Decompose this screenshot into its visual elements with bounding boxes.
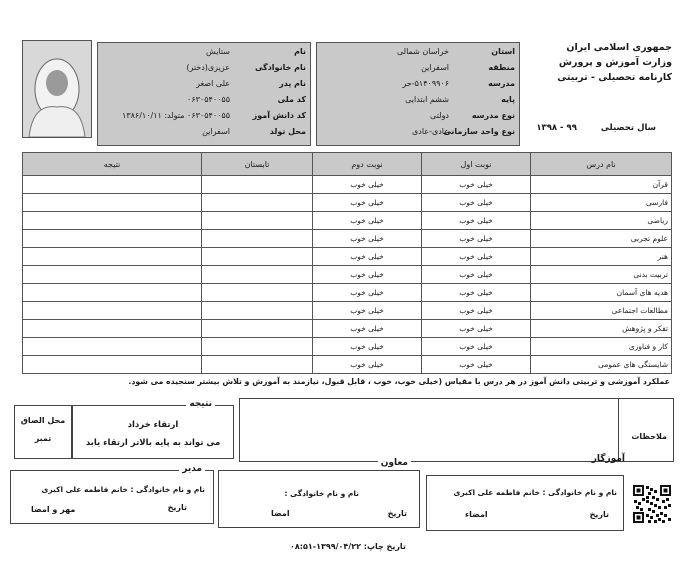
remarks-label: ملاحظات — [631, 432, 667, 441]
student-info-label: کد ملی — [277, 95, 306, 104]
result-cell — [23, 194, 202, 212]
deputy-name: نام و نام خانوادگی : — [284, 489, 359, 498]
school-info-value: اسفراین — [421, 63, 449, 72]
evaluation-note: عملکرد آموزشی و تربیتی دانش آموز در هر درس با مقیاس (خیلی خوب، خوب ، قابل قبول، نیازمند به آموزش و تلاش بیشتر سنجیده می شود. — [128, 377, 670, 386]
stamp-line-1: محل الصاق — [20, 416, 66, 425]
qr-code-icon — [632, 484, 672, 524]
col-summer: تابستان — [202, 153, 313, 176]
term1-cell: خیلی خوب — [422, 176, 531, 194]
school-info-label: استان — [491, 47, 515, 56]
summer-cell — [202, 266, 313, 284]
school-info-label: پایه — [501, 95, 515, 104]
teacher-name: نام و نام خانوادگی : خانم فاطمه علی اکبری — [453, 488, 617, 497]
grade-row — [23, 338, 672, 356]
school-info-box — [316, 42, 520, 146]
term1-cell: خیلی خوب — [422, 248, 531, 266]
teacher-date: تاریخ — [589, 510, 609, 519]
result-box — [72, 399, 234, 459]
grade-row — [23, 302, 672, 320]
term2-cell: خیلی خوب — [313, 248, 422, 266]
remarks-box — [239, 398, 674, 462]
header-line-3: کارنامه تحصیلی - تربیتی — [557, 72, 672, 83]
grade-row — [23, 176, 672, 194]
deputy-box — [218, 458, 420, 528]
result-cell — [23, 338, 202, 356]
school-info-value: دولتی — [430, 111, 449, 120]
summer-cell — [202, 320, 313, 338]
result-cell — [23, 212, 202, 230]
header-line-1: جمهوری اسلامی ایران — [566, 42, 672, 53]
school-info-label: نوع مدرسه — [471, 111, 515, 120]
student-info-value: علی اصغر — [196, 79, 230, 88]
student-info-label: محل تولد — [269, 127, 306, 136]
col-subject: نام درس — [531, 153, 672, 176]
principal-sign: مهر و امضا — [31, 505, 76, 514]
school-info-value: خراسان شمالی — [396, 47, 449, 56]
subject-cell: تفکر و پژوهش — [531, 320, 672, 338]
summer-cell — [202, 248, 313, 266]
subject-cell: قرآن — [531, 176, 672, 194]
school-info-label: منطقه — [488, 63, 515, 72]
student-photo — [22, 40, 92, 138]
stamp-box — [14, 405, 72, 459]
grade-row — [23, 194, 672, 212]
subject-cell: کار و فناوری — [531, 338, 672, 356]
teacher-title: آموزگار — [591, 454, 625, 464]
student-info-value: ۰۶۳۰۵۴۰۰۵۵ متولد: ۱۳۸۶/۱۰/۱۱ — [122, 111, 230, 120]
term2-cell: خیلی خوب — [313, 338, 422, 356]
term1-cell: خیلی خوب — [422, 194, 531, 212]
principal-box — [10, 464, 214, 524]
grade-row — [23, 230, 672, 248]
grade-row — [23, 248, 672, 266]
term1-cell: خیلی خوب — [422, 356, 531, 374]
school-info-value: ششم ابتدایی — [405, 95, 449, 104]
result-cell — [23, 248, 202, 266]
grades-header-row — [23, 153, 672, 176]
summer-cell — [202, 338, 313, 356]
summer-cell — [202, 176, 313, 194]
term1-cell: خیلی خوب — [422, 266, 531, 284]
grade-row — [23, 212, 672, 230]
deputy-title: معاون — [378, 458, 411, 468]
teacher-sign: امضاء — [465, 510, 488, 519]
result-cell — [23, 356, 202, 374]
student-info-box — [97, 42, 311, 146]
result-cell — [23, 176, 202, 194]
student-info-label: کد دانش آموز — [252, 111, 306, 120]
grade-row — [23, 320, 672, 338]
school-info-value: ۵۱۴۰۹۹۰۶-حر — [402, 79, 449, 88]
student-photo-icon — [23, 41, 91, 137]
result-cell — [23, 230, 202, 248]
school-info-label: مدرسه — [488, 79, 515, 88]
col-result: نتیجه — [23, 153, 202, 176]
col-term2: نوبت دوم — [313, 153, 422, 176]
term1-cell: خیلی خوب — [422, 284, 531, 302]
academic-year — [516, 123, 656, 133]
year-label: سال تحصیلی — [600, 123, 656, 133]
grade-row — [23, 284, 672, 302]
subject-cell: هدیه های آسمان — [531, 284, 672, 302]
summer-cell — [202, 356, 313, 374]
summer-cell — [202, 230, 313, 248]
student-info-label: نام — [294, 47, 306, 56]
result-cell — [23, 302, 202, 320]
school-info-value: عادی-عادی — [412, 127, 449, 136]
summer-cell — [202, 212, 313, 230]
subject-cell: هنر — [531, 248, 672, 266]
term2-cell: خیلی خوب — [313, 320, 422, 338]
teacher-box — [426, 454, 625, 531]
term1-cell: خیلی خوب — [422, 212, 531, 230]
stamp-line-2: تمبر — [34, 434, 52, 443]
header-line-2: وزارت آموزش و پرورش — [558, 57, 672, 68]
document-header — [522, 40, 672, 85]
term1-cell: خیلی خوب — [422, 338, 531, 356]
summer-cell — [202, 194, 313, 212]
school-info-label: نوع واحد سازمانی — [443, 127, 515, 136]
year-value: ۹۹ - ۱۳۹۸ — [536, 123, 577, 133]
grades-table — [22, 152, 672, 374]
summer-cell — [202, 302, 313, 320]
qr-code — [632, 484, 672, 524]
print-date: تاریخ چاپ: ۱۳۹۹/۰۴/۲۲-۰۸:۵۱ — [290, 542, 406, 551]
student-info-label: نام پدر — [279, 79, 306, 88]
col-term1: نوبت اول — [422, 153, 531, 176]
subject-cell: شایستگی های عمومی — [531, 356, 672, 374]
student-info-value: ۰۶۳۰۵۴۰۰۵۵ — [187, 95, 230, 104]
student-info-value: ستایش — [206, 47, 230, 56]
summer-cell — [202, 284, 313, 302]
deputy-sign: امضا — [271, 509, 290, 518]
result-line-2: می تواند به پایه بالاتر ارتقاء یابد — [85, 438, 221, 448]
subject-cell: علوم تجربی — [531, 230, 672, 248]
result-cell — [23, 320, 202, 338]
term2-cell: خیلی خوب — [313, 356, 422, 374]
result-cell — [23, 284, 202, 302]
subject-cell: مطالعات اجتماعی — [531, 302, 672, 320]
term2-cell: خیلی خوب — [313, 266, 422, 284]
grade-row — [23, 266, 672, 284]
student-info-value: اسفراین — [202, 127, 230, 136]
deputy-date: تاریخ — [387, 509, 407, 518]
term1-cell: خیلی خوب — [422, 230, 531, 248]
term2-cell: خیلی خوب — [313, 230, 422, 248]
principal-title: مدیر — [179, 464, 205, 474]
result-cell — [23, 266, 202, 284]
principal-date: تاریخ — [167, 503, 187, 512]
grade-row — [23, 356, 672, 374]
term2-cell: خیلی خوب — [313, 212, 422, 230]
result-line-1: ارتقاء خرداد — [127, 420, 179, 430]
term2-cell: خیلی خوب — [313, 284, 422, 302]
result-label: نتیجه — [186, 399, 215, 409]
term1-cell: خیلی خوب — [422, 302, 531, 320]
term2-cell: خیلی خوب — [313, 302, 422, 320]
student-info-label: نام خانوادگی — [254, 63, 306, 72]
subject-cell: تربیت بدنی — [531, 266, 672, 284]
term2-cell: خیلی خوب — [313, 194, 422, 212]
subject-cell: ریاضی — [531, 212, 672, 230]
subject-cell: فارسی — [531, 194, 672, 212]
student-info-value: عزیزی(دختر) — [186, 63, 230, 72]
principal-name: نام و نام خانوادگی : خانم فاطمه علی اکبری — [41, 485, 205, 494]
term2-cell: خیلی خوب — [313, 176, 422, 194]
term1-cell: خیلی خوب — [422, 320, 531, 338]
